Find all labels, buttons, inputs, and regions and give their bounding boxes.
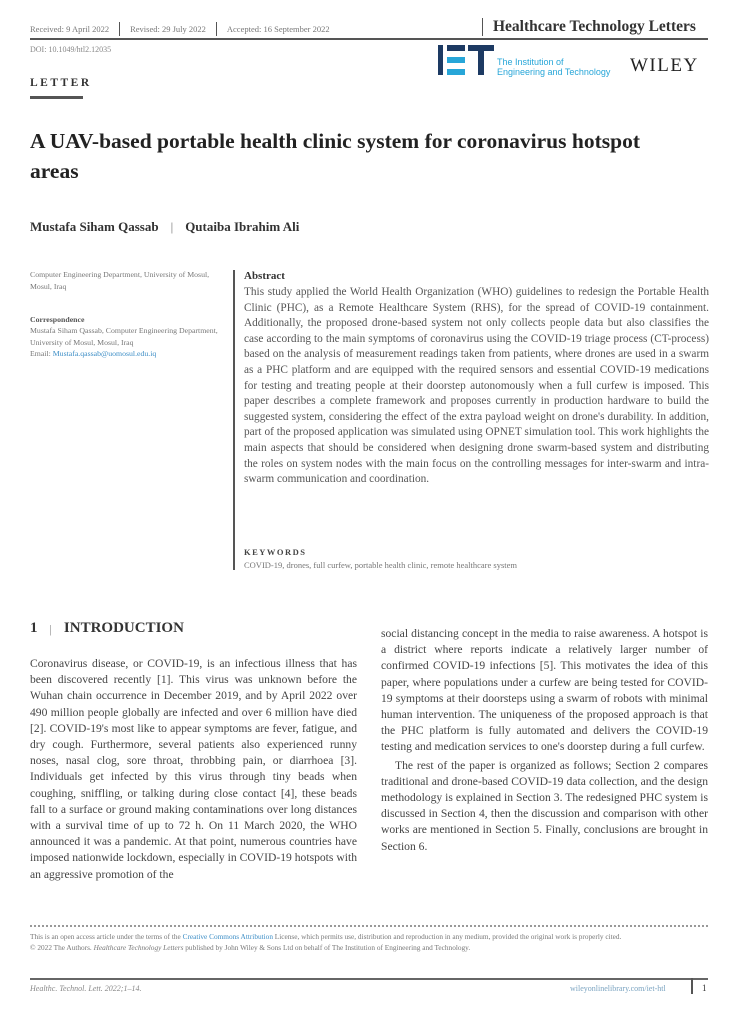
page-number: 1 (702, 983, 707, 993)
copyright-post: published by John Wiley & Sons Ltd on behalf of The Institution of Engineering and Technology. (183, 943, 471, 952)
iet-logo-icon (438, 45, 494, 75)
affiliation: Computer Engineering Department, University of Mosul, Mosul, Iraq (30, 270, 210, 291)
section-heading (30, 620, 184, 638)
article-type-underline (30, 96, 83, 99)
license-pre: This is an open access article under the terms of the (30, 932, 183, 941)
journal-url[interactable]: wileyonlinelibrary.com/iet-htl (570, 984, 666, 993)
accepted-date: Accepted: 16 September 2022 (226, 24, 330, 34)
intro-paragraph-2: The rest of the paper is organized as follows; Section 2 compares traditional and drone-based COVID-19 data collection, and the design methodology is explained in Section 3. The redesigned PHC system is discussed in Section 4, then the discussion and comparison with other works are mentioned in Section 5. Finally, conclusions are brought in Section 6. (381, 758, 708, 853)
header-rule (30, 38, 708, 40)
revised-date: Revised: 29 July 2022 (130, 22, 217, 36)
abstract-text: This study applied the World Health Organization (WHO) guidelines to redesign the Portable Health Clinic (PHC), as a Remote Healthcare System (RHS), for the spread of COVID-19 containment. Additionally, the proposed drone-based system not only collects people data but also classifies the case according to the main symptoms of coronavirus using the COVID-19 triage process (CT-process) based on the analysis of measurement readings taken from patients, where drones are used in a swarm as a PHC platform and are equipped with the required sensors and essential COVID-19 medications for testing and treating people at their doorstep autonomously when a full curfew is imposed. This paper describes a complete framework and proposes currently in production hardware to build the suggested system, considering the effect of the extra payload weight on drone's durability. In addition, part of the proposed application was simulated using OPNET simulation tool. This work highlights the main aspects that should be considered when designing drone swarm-based system and distributing the roles on system nodes with the main focus on the controlling messages for inter-swarm and intra-swarm communication and coordination. (244, 286, 709, 486)
email-label: Email: (30, 349, 53, 358)
author-list (30, 219, 299, 235)
section-number: 1 (30, 620, 38, 636)
correspondence-heading: Correspondence (30, 315, 85, 324)
keywords: COVID-19, drones, full curfew, portable health clinic, remote healthcare system (244, 560, 518, 570)
wiley-logo: WILEY (630, 55, 699, 76)
author-2[interactable]: Qutaiba Ibrahim Ali (185, 219, 300, 234)
footer-rule (30, 978, 708, 980)
article-type: LETTER (30, 77, 92, 89)
page-title: A UAV-based portable health clinic system for coronavirus hotspot areas (30, 129, 640, 183)
iet-line1: The Institution of (497, 57, 564, 67)
license-post: License, which permits use, distribution and reproduction in any medium, provided the original work is properly cited. (272, 932, 622, 941)
footer-separator (691, 978, 693, 994)
iet-name (497, 58, 610, 77)
correspondence-text: Mustafa Siham Qassab, Computer Engineering Department, University of Mosul, Mosul, Iraq (30, 326, 218, 347)
intro-paragraph-1: social distancing concept in the media to raise awareness. A hotspot is a district where reports indicate a relatively larger number of confirmed COVID-19 infections [5]. This motivates the idea of this paper, where populations under a curfew are being tested for COVID-19 symptoms at their doorsteps using a swarm of robots with minimal human intervention. The uniqueness of the proposed approach is that the PHC platform is fully automated and delivers the COVID-19 testing and medication services to one's doorstep during a full curfew. (381, 627, 708, 754)
email-link[interactable]: Mustafa.qassab@uomosul.edu.iq (52, 349, 157, 358)
section-separator: | (49, 622, 52, 636)
keywords-heading: KEYWORDS (244, 547, 307, 557)
intro-column-1: Coronavirus disease, or COVID-19, is an infectious illness that has been discovered recently [1]. This virus was unknown before the Wuhan chain occurrence in December 2019, and by April 2022 over 490 million people globally are infected and over 6 million have died [2]. COVID-19's most like to appear symptoms are fever, fatigue, and dry cough. Furthermore, several patients also experienced runny noses, nasal clog, sore throat, throbbing pain, or diarrhoea [3]. Individuals get infected by this virus through tiny beads when coughing, sniffling, or talking during close contact [4], these beads fall to a surface or ground making contaminations over long distances with a survival time of up to 72 h. On 11 March 2020, the WHO announced it was a pandemic. At that point, numerous countries have imposed nationwide lockdown, especially in COVID-19 hotspots with an aggressive promotion of the (30, 657, 357, 881)
copyright-journal: Healthcare Technology Letters (93, 943, 184, 952)
iet-line2: Engineering and Technology (497, 66, 611, 77)
intro-column-2 (381, 626, 708, 855)
journal-name: Healthcare Technology Letters (482, 18, 696, 36)
citation: Healthc. Technol. Lett. 2022;1–14. (30, 984, 142, 993)
author-1[interactable]: Mustafa Siham Qassab (30, 219, 159, 234)
author-separator: | (170, 219, 174, 234)
copyright-pre: © 2022 The Authors. (30, 943, 94, 952)
license-notice (30, 931, 710, 953)
section-title: INTRODUCTION (63, 620, 184, 636)
cc-license-link[interactable]: Creative Commons Attribution (182, 932, 273, 941)
abstract-heading: Abstract (244, 270, 285, 282)
abstract-rule (233, 270, 235, 570)
article-dates (30, 22, 350, 36)
correspondence (30, 325, 225, 360)
doi[interactable]: DOI: 10.1049/htl2.12035 (30, 45, 112, 54)
footnote-divider (30, 925, 708, 927)
received-date: Received: 9 April 2022 (30, 22, 120, 36)
